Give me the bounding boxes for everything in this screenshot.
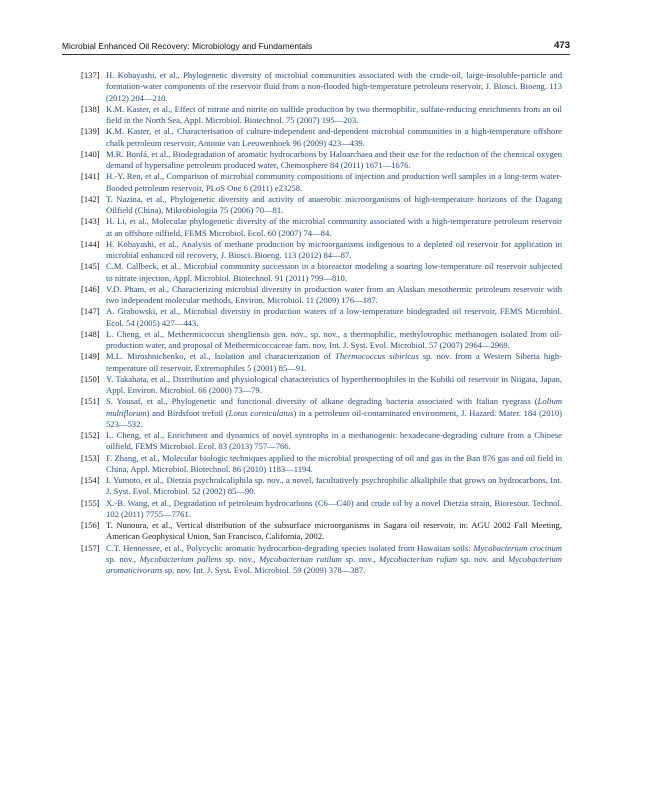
reference-entry — [81, 216, 562, 239]
reference-number: [137] — [81, 70, 100, 80]
reference-number: [148] — [81, 328, 100, 339]
reference-text[interactable] — [106, 329, 562, 350]
reference-entry — [81, 103, 562, 127]
reference-text-segment: ) in a petroleum oil-contaminated environment, J. Hazard. Mater. 184 (2010) 523—532. — [106, 407, 562, 429]
reference-text[interactable] — [106, 104, 562, 125]
reference-entry — [81, 520, 562, 543]
reference-entry — [81, 238, 562, 262]
page-number: 473 — [554, 40, 570, 51]
reference-text-segment: X.-B. Wang, et al., Degradation of petroleum hydrocarbons (C6—C40) and crude oil by a novel Dietzia strain, Bioresour. Technol. 102 (2011) 7755—7761. — [106, 497, 562, 519]
reference-text-segment: sp. nov. from a Western Siberia high-temperature oil reservoir, Extremophiles 5 (2001) 85—91. — [106, 351, 562, 373]
reference-entry — [81, 430, 562, 453]
reference-text-segment: H.-Y. Ren, et al., Comparison of microbial community compositions of injection and production well samples in a long-term water-flooded petroleum reservoir, PLoS One 6 (2011) e23258. — [106, 171, 562, 193]
reference-entry — [81, 497, 562, 521]
reference-text-segment: L. Cheng, et al., Methermicoccus shengliensis gen. nov., sp. nov., a thermophilic, methylotrophic methanogen isolated from oil-production water, and proposal of Methermicoccaceae fam. nov, Int. J. Syst. Evol. Microbiol. 57 (2007) 2964—2969. — [106, 328, 562, 350]
running-header-title: Microbial Enhanced Oil Recovery: Microbiology and Fundamentals — [62, 41, 313, 51]
reference-text-segment: Y. Takahata, et al., Distribution and physiological characteristics of hyperthermophiles in the Kubiki oil reservoir in Niigata, Japan, Appl. Environ. Microbiol. 66 (2000) 73—79. — [106, 373, 562, 395]
reference-text-segment: A. Grabowski, et al., Microbial diversity in production waters of a low-temperature biodegraded oil reservoir, FEMS Microbiol. Ecol. 54 (2005) 427—443. — [106, 306, 562, 328]
reference-entry — [81, 148, 562, 172]
reference-number: [155] — [81, 497, 100, 508]
reference-text[interactable] — [106, 351, 562, 372]
reference-number: [144] — [81, 238, 100, 249]
reference-entry — [81, 70, 562, 104]
reference-number: [156] — [81, 520, 100, 530]
reference-entry — [81, 171, 562, 194]
reference-species-name: Mycobacterium crocinum — [473, 542, 562, 553]
reference-text[interactable] — [106, 396, 562, 429]
reference-text[interactable] — [106, 216, 562, 237]
reference-entry — [81, 452, 562, 476]
reference-species-name: Mycobacterium aromaticivorans — [106, 553, 563, 575]
reference-entry — [81, 328, 562, 352]
reference-text-segment: L. Cheng, et al., Enrichment and dynamics of novel syntrophs in a methanogenic hexadecane-degrading culture from a Chinese oilfield, FEMS Microbiol. Ecol. 83 (2013) 757—766. — [106, 430, 562, 452]
reference-text-segment: M.R. Bonfá, et al., Biodegradation of aromatic hydrocarbons by Haloarchaea and their use for the reduction of the chemical oxygen demand of hypersaline petroleum produced water, Chemosphere 84 (2011) 1671—1676. — [106, 148, 562, 170]
reference-number: [143] — [81, 216, 100, 227]
reference-number: [146] — [81, 283, 100, 294]
reference-text[interactable] — [106, 149, 562, 170]
reference-text-segment: sp. nov., — [221, 553, 260, 564]
reference-text[interactable] — [106, 70, 562, 103]
reference-species-name: Lotus corniculatus — [228, 407, 294, 418]
reference-entry — [81, 351, 562, 374]
reference-text[interactable] — [106, 543, 562, 576]
reference-text-segment: ) and Birdsfoot trefoil ( — [146, 407, 229, 418]
reference-text-segment: K.M. Kaster, et al., Effect of nitrate and nitrite on sulfide production by two thermophilic, sulfate-reducing enrichments from an oil field in the North Sea, Appl. Microbiol. Biotechnol. 75 (2007) 195—203. — [106, 103, 562, 125]
reference-text-segment: H. Li, et al., Molecular phylogenetic diversity of the microbial community associated with a high-temperature petroleum reservoir at an offshore oilfield, FEMS Microbiol. Ecol. 60 (2007) 74—84. — [106, 216, 562, 238]
reference-species-name: Mycobacterium pallens — [139, 553, 222, 564]
reference-number: [141] — [81, 171, 100, 182]
reference-text[interactable] — [106, 171, 562, 192]
reference-number: [138] — [81, 103, 100, 114]
reference-text-segment: sp. nov., — [341, 553, 380, 564]
reference-number: [151] — [81, 396, 100, 407]
header-rule — [62, 54, 570, 55]
reference-species-name: Mycobacterium rutilum — [259, 553, 342, 564]
reference-number: [149] — [81, 351, 100, 362]
reference-text-segment: T. Nunoura, et al., Vertical distribution of the subsurface microorganisms in Sagara oil reservoir, in: AGU 2002 Fall Meeting, American Geophysical Union, San Francisco, California, 2002. — [106, 520, 562, 542]
reference-entry — [81, 261, 562, 284]
reference-text[interactable] — [106, 126, 562, 147]
reference-text-segment: H. Kobayashi, et al., Phylogenetic diversity of microbial communities associated with the crude-oil, large-insoluble-particle and formation-water components of the reservoir fluid from a non-flooded high-temperature petroleum reservoir, J. Biosci. Bioeng. 113 (2012) 204—210. — [106, 70, 562, 103]
reference-text[interactable] — [106, 306, 562, 327]
reference-species-name: Thermococcus sibiricus — [335, 351, 419, 362]
reference-text[interactable] — [106, 475, 562, 496]
reference-number: [152] — [81, 430, 100, 440]
reference-entry — [81, 126, 562, 149]
reference-entry — [81, 396, 562, 430]
reference-text[interactable] — [106, 498, 562, 519]
reference-list — [81, 70, 563, 576]
reference-text[interactable] — [106, 374, 562, 395]
reference-text-segment: H. Kobayashi, et al., Analysis of methane production by microorganisms indigenous to a depleted oil reservoir for application in microbial enhanced oil recovery, J. Biosci. Bioeng. 113 (2012) 84—87. — [106, 238, 562, 260]
reference-text-segment: C.M. Callbeck, et al., Microbial community succession in a bioreactor modeling a souring low-temperature oil reservoir subjected to nitrate injection, Appl. Microbiol. Biotechnol. 91 (2011) 799—810. — [106, 261, 562, 283]
running-header — [62, 41, 570, 54]
reference-text-segment: sp. nov. and — [457, 553, 509, 564]
reference-text-segment: I. Yumoto, et al., Dietzia psychralcaliphila sp. nov., a novel, facultatively psychrophilic alkaliphile that grows on hydrocarbons, Int. J. Syst. Evol. Microbiol. 52 (2002) 85—90. — [106, 475, 562, 497]
reference-text-segment: V.D. Pham, et al., Characterizing microbial diversity in production water from an Alaskan mesothermic petroleum reservoir with two independent molecular methods, Environ. Microbiol. 11 (2009) 176—187. — [106, 283, 562, 305]
reference-text[interactable] — [106, 194, 562, 215]
reference-entry — [81, 193, 562, 217]
reference-text[interactable] — [106, 430, 562, 451]
reference-text-segment: S. Yousaf, et al., Phylogenetic and functional diversity of alkane degrading bacteria associated with Italian ryegrass ( — [106, 396, 538, 407]
reference-text-segment: T. Nazina, et al., Phylogenetic diversity and activity of anaerobic microorganisms of high-temperature horizons of the Dagang Oilfield (China), Mikrobiologiia 75 (2006) 70—81. — [106, 193, 562, 215]
reference-text-segment: C.T. Hennessee, et al., Polycyclic aromatic hydrocarbon-degrading species isolated from Hawaiian soils: — [106, 542, 474, 553]
reference-number: [140] — [81, 148, 100, 159]
reference-text-segment: K.M. Kaster, et al., Characterisation of culture-independent and-dependent microbial communities in a high-temperature offshore chalk petroleum reservoir, Antonie van Leeuwenhoek 96 (2009) 423—439. — [106, 126, 562, 148]
reference-number: [139] — [81, 126, 100, 137]
reference-entry — [81, 306, 562, 329]
reference-text-segment: M.L. Miroshnichenko, et al., Isolation and characterization of — [106, 351, 336, 362]
reference-number: [145] — [81, 261, 100, 272]
reference-number: [142] — [81, 193, 100, 204]
reference-entry — [81, 373, 562, 397]
reference-number: [147] — [81, 306, 100, 317]
reference-text[interactable] — [106, 261, 562, 282]
reference-number: [154] — [81, 475, 100, 485]
reference-text[interactable] — [106, 239, 562, 260]
reference-text[interactable] — [106, 453, 562, 474]
reference-species-name: Lolium multiflorum — [106, 396, 562, 418]
reference-text[interactable] — [106, 284, 562, 305]
reference-text-segment: F. Zhang, et al., Molecular biologic techniques applied to the microbial prospecting of oil and gas in the Ban 876 gas and oil field in China, Appl. Microbiol. Biotechnol. 86 (2010) 1183—1194. — [106, 452, 562, 474]
reference-number: [153] — [81, 452, 100, 463]
reference-number: [157] — [81, 542, 100, 553]
reference-text-segment: sp. nov., — [106, 553, 140, 564]
reference-number: [150] — [81, 373, 100, 384]
reference-text-segment: sp. nov, Int. J. Syst. Evol. Microbiol. 59 (2009) 378—387. — [162, 565, 366, 575]
reference-entry — [81, 283, 562, 307]
reference-entry — [81, 542, 563, 577]
reference-species-name: Mycobacterium rufum — [379, 553, 458, 564]
reference-text — [106, 520, 562, 541]
reference-entry — [81, 475, 562, 498]
